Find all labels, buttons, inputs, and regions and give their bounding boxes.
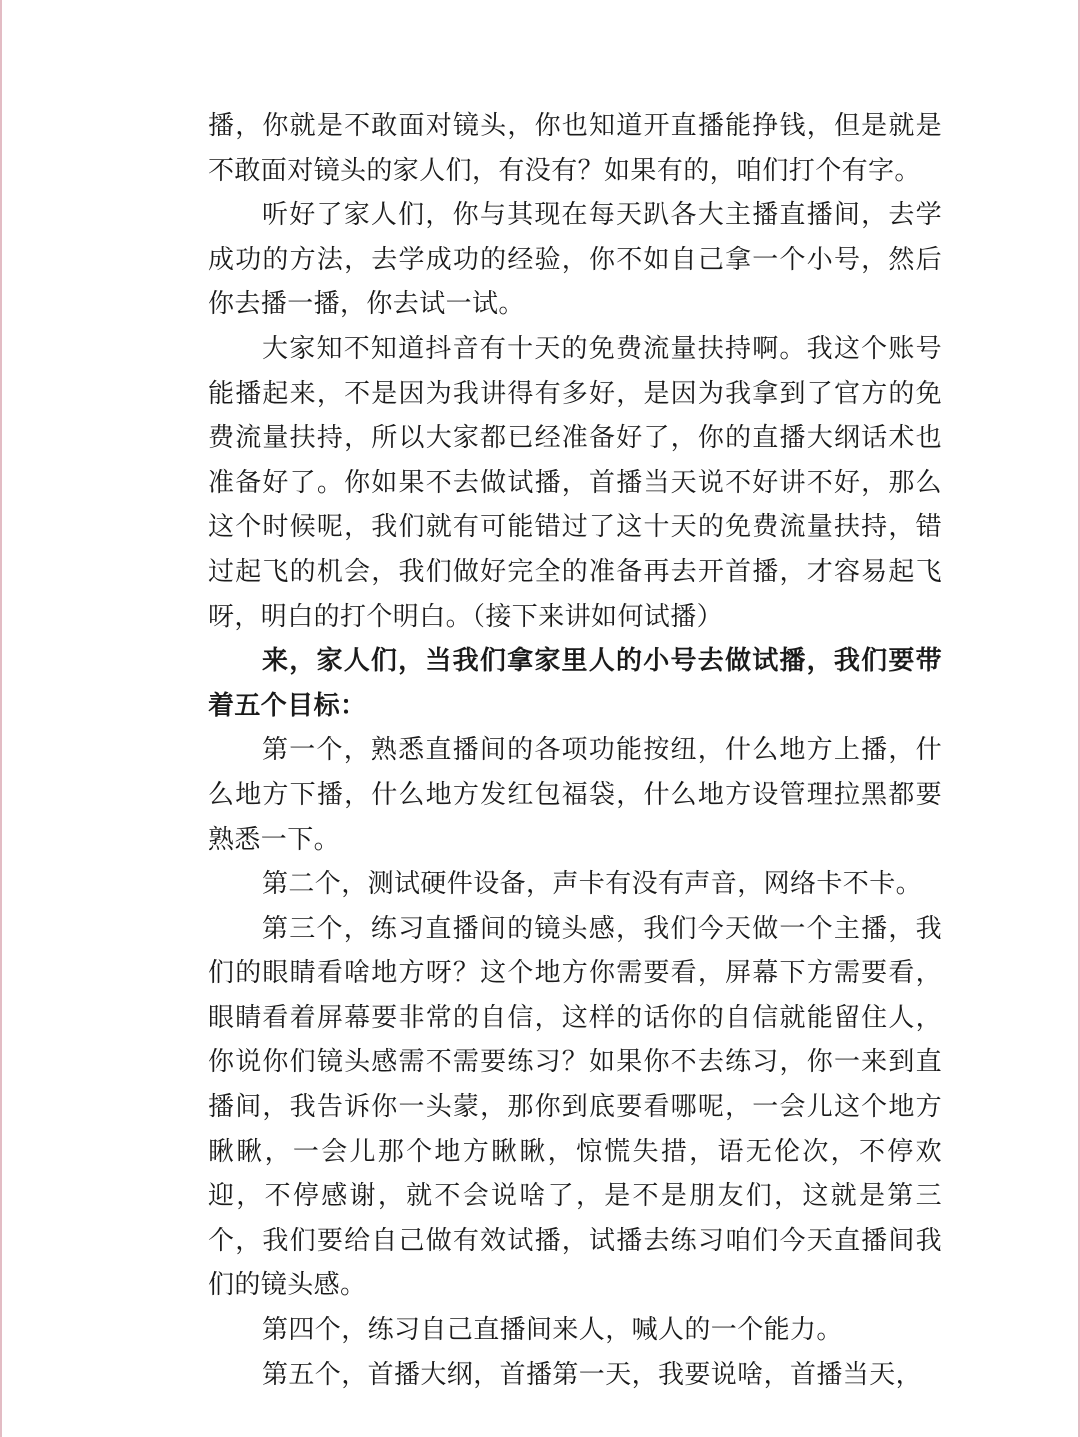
page-edge-left bbox=[0, 0, 2, 1437]
paragraph-free-traffic: 大家知不知道抖音有十天的免费流量扶持啊。我这个账号能播起来，不是因为我讲得有多好，是因为我拿到了官方的免费流量扶持，所以大家都已经准备好了，你的直播大纲话术也准备好了。你如果不去做试播，首播当天说不好讲不好，那么这个时候呢，我们就有可能错过了这十天的免费流量扶持，错过起飞的机会，我们做好完全的准备再去开首播，才容易起飞呀，明白的打个明白。（接下来讲如何试播） bbox=[208, 333, 942, 632]
paragraph-goal-1: 第一个，熟悉直播间的各项功能按纽，什么地方上播，什么地方下播，什么地方发红包福袋，什么地方设管理拉黑都要熟悉一下。 bbox=[208, 735, 942, 855]
paragraph-continued: 播，你就是不敢面对镜头，你也知道开直播能挣钱，但是就是不敢面对镜头的家人们，有没有？如果有的，咱们打个有字。 bbox=[208, 111, 942, 186]
paragraph-five-goals-heading: 来，家人们，当我们拿家里人的小号去做试播，我们要带着五个目标： bbox=[208, 646, 942, 721]
document-page bbox=[208, 104, 942, 1397]
paragraph-goal-3: 第三个，练习直播间的镜头感，我们今天做一个主播，我们的眼睛看啥地方呀？这个地方你需要看，屏幕下方需要看，眼睛看着屏幕要非常的自信，这样的话你的自信就能留住人，你说你们镜头感需不需要练习？如果你不去练习，你一来到直播间，我告诉你一头蒙，那你到底要看哪呢，一会儿这个地方瞅瞅，一会儿那个地方瞅瞅，惊慌失措，语无伦次，不停欢迎，不停感谢，就不会说啥了，是不是朋友们，这就是第三个，我们要给自己做有效试播，试播去练习咱们今天直播间我们的镜头感。 bbox=[208, 913, 942, 1301]
paragraph-goal-5: 第五个，首播大纲，首播第一天，我要说啥，首播当天， bbox=[262, 1359, 923, 1390]
paragraph-learn-by-trying: 听好了家人们，你与其现在每天趴各大主播直播间，去学成功的方法，去学成功的经验，你不如自己拿一个小号，然后你去播一播，你去试一试。 bbox=[208, 200, 942, 320]
paragraph-goal-4: 第四个，练习自己直播间来人，喊人的一个能力。 bbox=[262, 1315, 843, 1346]
paragraph-goal-2: 第二个，测试硬件设备，声卡有没有声音，网络卡不卡。 bbox=[262, 869, 923, 900]
